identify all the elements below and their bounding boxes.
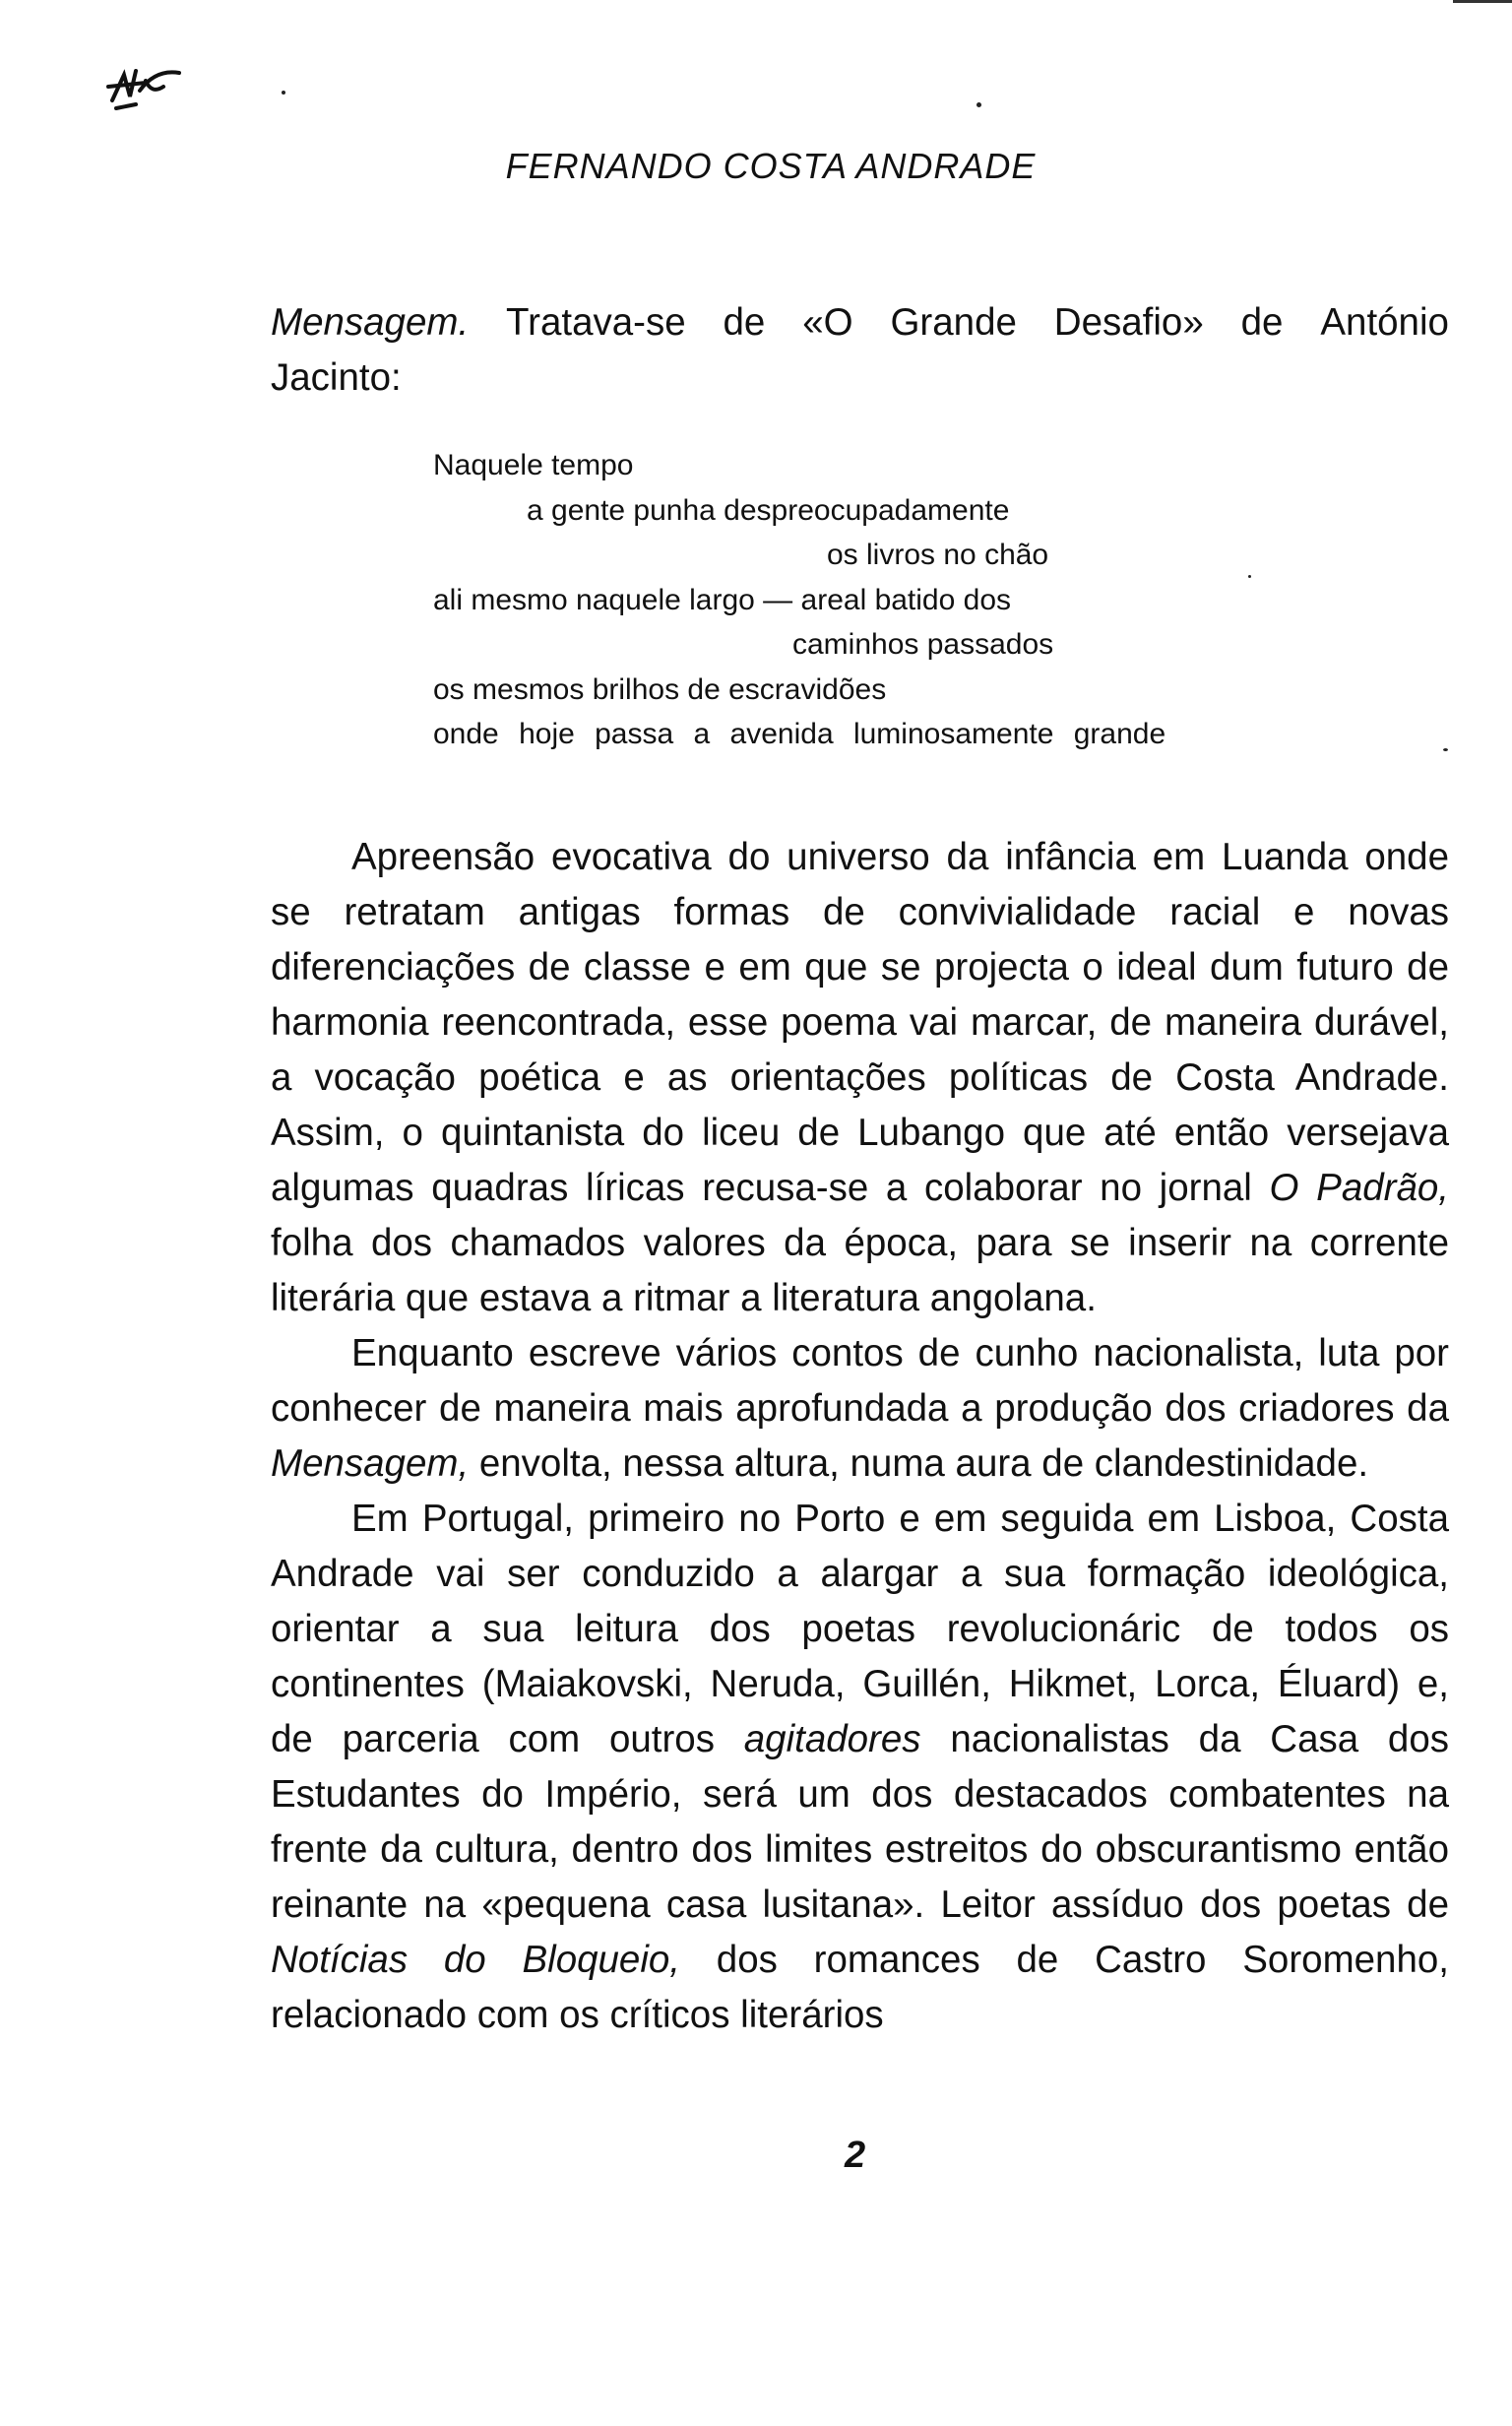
paragraph-text: nacionalistas da Casa dos Estudantes do Império, será um dos destacados combatentes na frente da cultura, dentro dos limites estreitos do obscurantismo então reinante na «pequena casa lusitana». Leitor assíduo dos poetas de [271,1718,1449,1926]
paragraph-text: folha dos chamados valores da época, para se inserir na corrente literária que estava a ritmar a literatura angolana. [271,1222,1449,1319]
page-number: 2 [845,2135,866,2176]
intro-continuation: Jacinto: [271,356,402,399]
paragraph-text: Enquanto escreve vários contos de cunho nacionalista, luta por conhecer de maneira mais aprofundada a produção dos criadores da [271,1332,1449,1430]
intro-word: «O [802,301,853,344]
paragraph [271,1492,1449,2043]
paragraph [271,1326,1449,1492]
intro-word: Desafio» [1053,301,1204,344]
scan-speck [976,102,981,107]
body-text [271,830,1449,2043]
scan-speck [282,91,285,95]
poem-line: Naquele tempo [433,449,634,481]
poem-line: a gente punha despreocupadamente [527,493,1010,527]
paragraph-text: envolta, nessa altura, numa aura de clandestinidade. [469,1442,1369,1485]
intro-word: Grande [890,301,1017,344]
poem-line: onde hoje passa a avenida luminosamente grande [433,718,1166,750]
poem-line: ali mesmo naquele largo — areal batido dos [433,583,1012,616]
paragraph-text: Em Portugal, primeiro no Porto e em seguida em Lisboa, Costa Andrade vai ser conduzido a alargar a sua formação ideológica, orientar a sua leitura dos poetas revolucionáric de todos os continentes (Maiakovski, Neruda, Guillén, Hikmet, Lorca, Éluard) e, de parceria com outros [271,1498,1449,1760]
running-header: FERNANDO COSTA ANDRADE [505,146,1037,186]
poem-line: os livros no chão [827,539,1049,571]
emphasis-term: agitadores [743,1718,921,1760]
paragraph [271,830,1449,1326]
paragraph-text: Apreensão evocativa do universo da infância em Luanda onde se retratam antigas formas de convivialidade racial e novas diferenciações de classe e em que se projecta o ideal dum futuro de harmonia reencontrada, esse poema vai marcar, de maneira durável, a vocação poética e as orientações políticas de Costa Andrade. Assim, o quintanista do liceu de Lubango que até então versejava algumas quadras líricas recusa-se a colaborar no jornal [271,836,1449,1209]
intro-word [271,295,469,351]
scan-speck [1443,748,1448,751]
publication-title: Mensagem, [271,1442,470,1485]
handwritten-mark-icon [106,61,185,116]
book-title: Notícias do Bloqueio, [271,1939,681,1981]
poem-quotation [433,443,1280,757]
intro-paragraph [271,295,1449,406]
newspaper-title: O Padrão, [1269,1167,1449,1209]
paragraph-text: dos romances de Castro Soromenho, relacionado com os críticos literários [271,1939,1449,2036]
intro-emphasis: Mensagem. [271,301,470,344]
intro-word: de [723,301,766,344]
intro-first-line [271,295,1449,351]
poem-line: os mesmos brilhos de escravidões [433,672,887,706]
scan-edge-mark [1453,0,1512,3]
poem-line: caminhos passados [792,628,1054,661]
intro-word: de [1240,301,1284,344]
intro-word: Tratava-se [506,301,686,344]
intro-word: António [1320,301,1449,344]
